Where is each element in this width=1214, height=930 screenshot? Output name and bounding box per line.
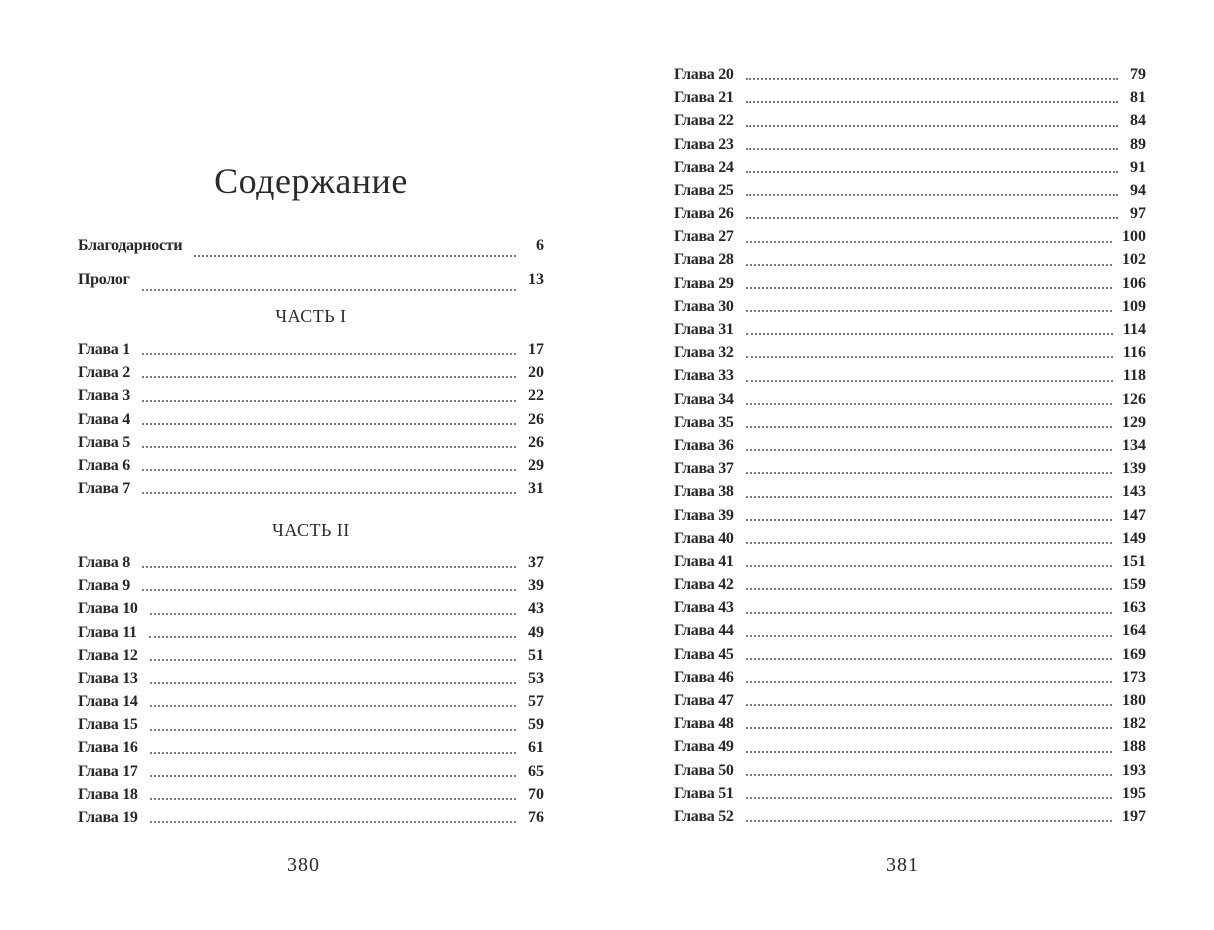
toc-entry [78,621,544,644]
toc-entry-label: Глава 41 [674,552,734,570]
dot-leader [746,403,1112,405]
toc-entry [674,156,1146,179]
toc-entry-page: 134 [1122,436,1146,454]
toc-entry-label: Глава 5 [78,433,130,451]
toc-entry-label: Глава 44 [674,622,734,640]
toc-entry-page: 31 [528,480,544,498]
toc-entry [674,434,1146,457]
toc-entry-label: Глава 31 [674,321,734,339]
toc-entry-label: Глава 35 [674,413,734,431]
dot-leader [746,356,1113,358]
toc-entry [674,550,1146,573]
dot-leader [150,613,516,615]
toc-entry-page: 129 [1122,413,1146,431]
toc-entry-label: Глава 23 [674,135,734,153]
toc-entry-page: 164 [1122,622,1146,640]
toc-entry [78,384,544,407]
toc-entry-label: Глава 25 [674,181,734,199]
toc-entry [78,229,544,263]
dot-leader [746,565,1112,567]
dot-leader [746,472,1112,474]
dot-leader [142,446,516,448]
toc-entry-page: 91 [1130,158,1146,176]
toc-entry-page: 102 [1122,251,1146,269]
dot-leader [746,449,1112,451]
toc-entry-page: 118 [1122,367,1146,385]
dot-leader [142,376,516,378]
toc-entry-page: 89 [1130,135,1146,153]
dot-leader [746,797,1112,799]
toc-entry-label: Глава 22 [674,112,734,130]
toc-entry-page: 53 [528,669,544,687]
toc-entry-page: 188 [1122,738,1146,756]
dot-leader [746,588,1112,590]
dot-leader [746,217,1118,219]
toc-entry [674,341,1146,364]
toc-entry-page: 61 [528,739,544,757]
dot-leader [746,774,1112,776]
toc-entry [674,573,1146,596]
page-number: 381 [886,854,919,876]
toc-entry-page: 22 [528,387,544,405]
toc-entry-label: Глава 40 [674,529,734,547]
toc-entry [674,202,1146,225]
dot-leader [142,289,516,291]
dot-leader [150,752,516,754]
part-heading: ЧАСТЬ II [272,520,350,540]
toc-entry-label: Глава 29 [674,274,734,292]
toc-entry [78,477,544,500]
dot-leader [746,542,1112,544]
toc-entry-page: 147 [1122,506,1146,524]
toc-entry-label: Пролог [78,271,130,288]
toc-entry-page: 195 [1122,784,1146,802]
toc-entry-label: Глава 50 [674,761,734,779]
toc-entry [674,620,1146,643]
toc-entry-page: 39 [528,577,544,595]
dot-leader [194,255,516,257]
toc-entry-page: 81 [1130,89,1146,107]
toc-entry [78,644,544,667]
toc-entry-label: Глава 47 [674,692,734,710]
dot-leader [150,705,516,707]
toc-entry [674,179,1146,202]
toc-entry-page: 49 [528,623,544,641]
dot-leader [746,751,1112,753]
toc-entry-page: 70 [528,785,544,803]
toc-entry-page: 59 [528,716,544,734]
toc-entry [78,551,544,574]
toc-entry-page: 17 [528,340,544,358]
toc-entry-page: 29 [528,456,544,474]
toc-entry-page: 193 [1122,761,1146,779]
dot-leader [746,519,1112,521]
toc-entry [78,597,544,620]
toc-entry-label: Глава 4 [78,410,130,428]
dot-leader [746,101,1118,103]
toc-entry-label: Глава 16 [78,739,138,757]
toc-entry [674,318,1146,341]
toc-entry [78,806,544,829]
toc-entry [78,760,544,783]
toc-entry [78,737,544,760]
dot-leader [746,333,1113,335]
toc-entry [674,782,1146,805]
toc-entry-page: 182 [1122,715,1146,733]
dot-leader [746,148,1118,150]
toc-entry-page: 43 [528,600,544,618]
toc-entry-page: 109 [1122,297,1146,315]
toc-entry-label: Глава 34 [674,390,734,408]
toc-entry-label: Глава 36 [674,436,734,454]
toc-entry-label: Глава 9 [78,577,130,595]
toc-entry-page: 94 [1130,181,1146,199]
dot-leader [746,820,1112,822]
toc-entry-label: Глава 12 [78,646,138,664]
toc-entry-page: 84 [1130,112,1146,130]
toc-entry [674,805,1146,828]
toc-entry-label: Глава 18 [78,785,138,803]
toc-entry-label: Глава 3 [78,387,130,405]
toc-entry [674,666,1146,689]
dot-leader [149,636,516,638]
dot-leader [746,727,1112,729]
dot-leader [746,635,1112,637]
toc-entry-label: Глава 21 [674,89,734,107]
toc-entry [674,109,1146,132]
toc-entry [78,783,544,806]
toc-entry-page: 149 [1122,529,1146,547]
toc-entry [78,431,544,454]
toc-entry-label: Глава 37 [674,460,734,478]
toc-entry-label: Глава 28 [674,251,734,269]
toc-entry-label: Глава 1 [78,340,130,358]
dot-leader [746,287,1112,289]
dot-leader [142,492,516,494]
toc-entry [674,86,1146,109]
toc-entry [674,457,1146,480]
toc-entry [674,225,1146,248]
toc-entry-label: Глава 49 [674,738,734,756]
toc-entry-label: Глава 24 [674,158,734,176]
toc-entry-label: Глава 13 [78,669,138,687]
toc-entry-label: Глава 14 [78,693,138,711]
toc-entry-label: Глава 51 [674,784,734,802]
toc-entry [78,338,544,361]
toc-entry-page: 65 [528,762,544,780]
toc-entry-label: Глава 43 [674,599,734,617]
toc-entry-page: 20 [528,364,544,382]
toc-entry-page: 97 [1130,205,1146,223]
dot-leader [746,78,1118,80]
toc-entry-page: 159 [1122,576,1146,594]
dot-leader [746,194,1118,196]
toc-entry-label: Глава 10 [78,600,138,618]
toc-entry [674,411,1146,434]
dot-leader [142,566,516,568]
dot-leader [746,426,1112,428]
toc-entry-label: Глава 30 [674,297,734,315]
toc-entry-label: Глава 27 [674,228,734,246]
toc-entry-label: Глава 7 [78,480,130,498]
toc-entry [674,63,1146,86]
toc-entry-label: Глава 46 [674,668,734,686]
toc-entry-label: Глава 2 [78,364,130,382]
toc-entry-label: Глава 17 [78,762,138,780]
toc-entry-page: 51 [528,646,544,664]
toc-entry [78,408,544,431]
part-2-chapter-list [78,551,544,829]
dot-leader [150,775,516,777]
toc-entry [674,249,1146,272]
page-number: 380 [287,854,320,876]
toc-entry [674,504,1146,527]
toc-entry-label: Глава 26 [674,205,734,223]
dot-leader [142,589,516,591]
toc-entry-label: Глава 20 [674,65,734,83]
toc-entry-label: Глава 48 [674,715,734,733]
toc-entry-page: 143 [1122,483,1146,501]
toc-entry [674,133,1146,156]
toc-entry-label: Глава 38 [674,483,734,501]
toc-entry-page: 26 [528,433,544,451]
toc-entry-label: Глава 19 [78,809,138,827]
toc-entry [78,263,544,297]
front-matter-list [78,229,544,297]
toc-entry [674,735,1146,758]
dot-leader [150,729,516,731]
dot-leader [746,496,1112,498]
dot-leader [746,380,1113,382]
toc-entry [78,690,544,713]
toc-entry-page: 106 [1122,274,1146,292]
toc-entry-page: 197 [1122,807,1146,825]
dot-leader [150,682,516,684]
toc-entry-label: Глава 52 [674,807,734,825]
dot-leader [746,264,1112,266]
dot-leader [746,612,1112,614]
toc-entry-page: 163 [1122,599,1146,617]
toc-entry-page: 151 [1122,552,1146,570]
toc-entry-page: 180 [1122,692,1146,710]
toc-entry-label: Благодарности [78,237,183,254]
toc-entry-page: 169 [1122,645,1146,663]
toc-entry-label: Глава 15 [78,716,138,734]
toc-entry [674,272,1146,295]
toc-entry [674,759,1146,782]
toc-entry-page: 26 [528,410,544,428]
part-1-chapter-list [78,338,544,500]
toc-entry-label: Глава 32 [674,344,734,362]
dot-leader [150,798,516,800]
toc-entry-page: 76 [528,809,544,827]
toc-entry-page: 79 [1130,65,1146,83]
dot-leader [142,423,516,425]
toc-entry [674,364,1146,387]
toc-entry-label: Глава 6 [78,456,130,474]
toc-entry [674,596,1146,619]
toc-entry-page: 139 [1122,460,1146,478]
dot-leader [746,681,1112,683]
page-title: Содержание [214,161,408,201]
toc-entry [674,527,1146,550]
toc-entry-label: Глава 11 [78,623,137,641]
dot-leader [150,821,516,823]
toc-entry-page: 13 [528,271,544,288]
toc-entry [78,713,544,736]
toc-entry [674,480,1146,503]
toc-entry-label: Глава 8 [78,553,130,571]
toc-entry [78,361,544,384]
toc-entry-page: 100 [1122,228,1146,246]
toc-entry-page: 57 [528,693,544,711]
toc-entry-label: Глава 39 [674,506,734,524]
toc-entry [78,667,544,690]
toc-entry [674,643,1146,666]
toc-entry [674,295,1146,318]
toc-entry-page: 6 [536,237,544,254]
toc-entry [674,388,1146,411]
toc-entry-label: Глава 42 [674,576,734,594]
dot-leader [746,241,1112,243]
toc-entry [78,574,544,597]
dot-leader [142,400,516,402]
toc-entry [78,454,544,477]
dot-leader [746,704,1112,706]
dot-leader [142,469,516,471]
toc-entry-page: 114 [1122,321,1146,339]
toc-entry-label: Глава 33 [674,367,734,385]
dot-leader [746,171,1118,173]
right-page [607,0,1214,930]
toc-entry [674,712,1146,735]
dot-leader [746,310,1112,312]
dot-leader [746,125,1118,127]
part-heading: ЧАСТЬ I [275,306,347,326]
dot-leader [746,658,1112,660]
toc-entry [674,689,1146,712]
toc-entry-page: 116 [1122,344,1146,362]
toc-entry-page: 37 [528,553,544,571]
dot-leader [150,659,516,661]
toc-entry-page: 126 [1122,390,1146,408]
dot-leader [142,353,516,355]
chapter-list [674,63,1146,828]
toc-entry-page: 173 [1122,668,1146,686]
toc-entry-label: Глава 45 [674,645,734,663]
